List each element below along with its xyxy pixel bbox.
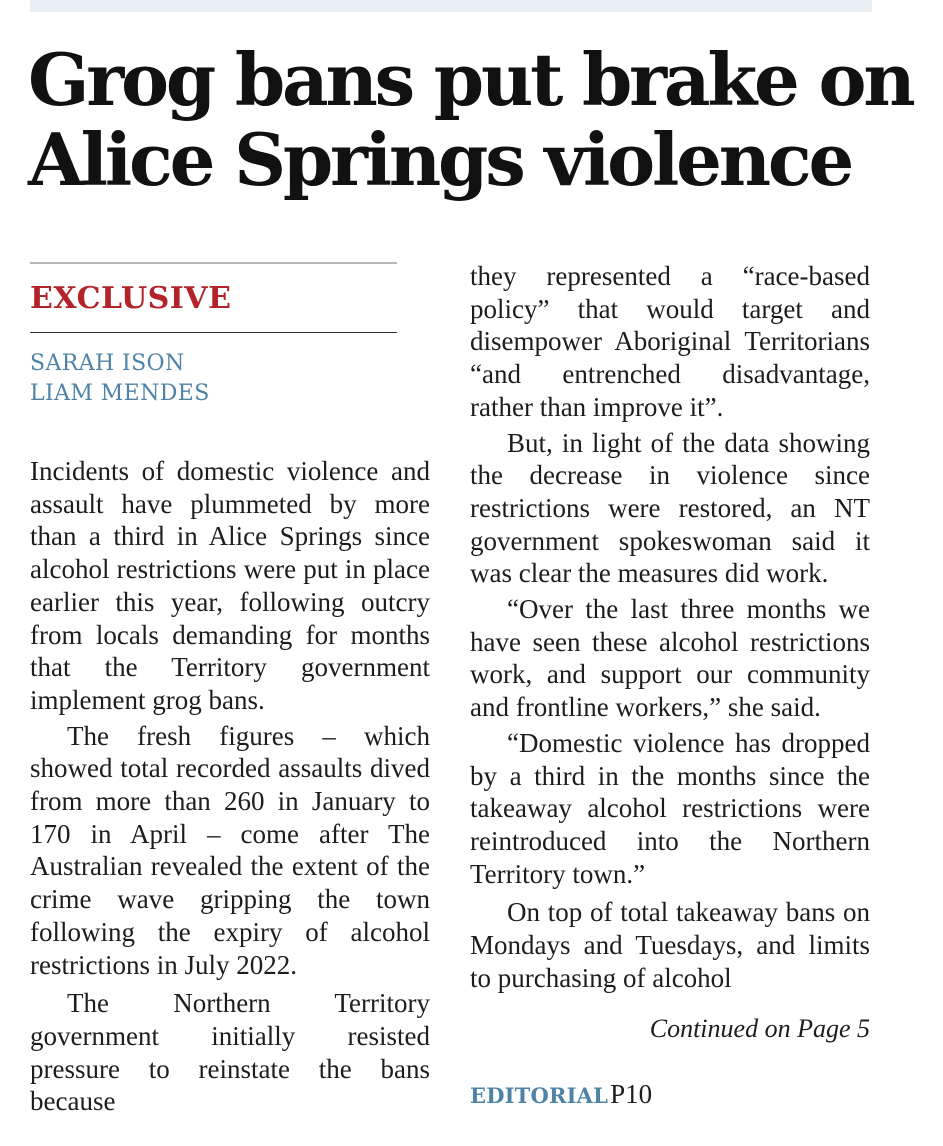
editorial-reference[interactable] xyxy=(470,1078,652,1112)
editorial-page-number: P10 xyxy=(610,1079,653,1109)
article-paragraph: The Northern Territory government initially resisted pressure to reinstate the bans because xyxy=(30,988,430,1117)
article-column-2 xyxy=(470,260,870,994)
byline-author: LIAM MENDES xyxy=(30,381,210,406)
kicker-top-rule xyxy=(30,262,397,264)
article-paragraph: But, in light of the data showing the decrease in violence since restrictions were restored, an NT government spokeswoman said it was clear the measures did work. xyxy=(470,427,870,589)
article-paragraph: “Over the last three months we have seen these alcohol restrictions work, and support our community and frontline workers,” she said. xyxy=(470,594,870,723)
exclusive-kicker: EXCLUSIVE xyxy=(30,281,232,316)
kicker-bottom-rule xyxy=(30,332,397,333)
headline xyxy=(28,37,913,202)
continued-on-page-link[interactable]: Continued on Page 5 xyxy=(649,1014,870,1043)
top-band xyxy=(30,0,872,12)
article-paragraph: “Domestic violence has dropped by a third in the months since the takeaway alcohol restrictions were reintroduced into the Northern Territory town.” xyxy=(470,727,870,889)
article-paragraph: they represented a “race-based policy” that would target and disempower Aboriginal Territorians “and entrenched disadvantage, rather than improve it”. xyxy=(470,261,870,422)
byline-author: SARAH ISON xyxy=(30,351,185,376)
editorial-label: EDITORIAL xyxy=(470,1083,609,1108)
article-paragraph: On top of total takeaway bans on Mondays and Tuesdays, and limits to purchasing of alcohol xyxy=(470,897,870,993)
article-paragraph: The fresh figures – which showed total recorded assaults dived from more than 260 in January to 170 in April – come after The Australian revealed the extent of the crime wave gripping the town following the expiry of alcohol restrictions in July 2022. xyxy=(30,720,430,980)
headline-line-1: Grog bans put brake on xyxy=(28,37,913,122)
article-paragraph: Incidents of domestic violence and assault have plummeted by more than a third in Alice Springs since alcohol restrictions were put in place earlier this year, following outcry from locals demanding for months that the Territory government implement grog bans. xyxy=(30,456,430,715)
headline-line-2: Alice Springs violence xyxy=(28,117,852,202)
byline-block xyxy=(30,349,210,409)
article-column-1 xyxy=(30,455,430,1118)
